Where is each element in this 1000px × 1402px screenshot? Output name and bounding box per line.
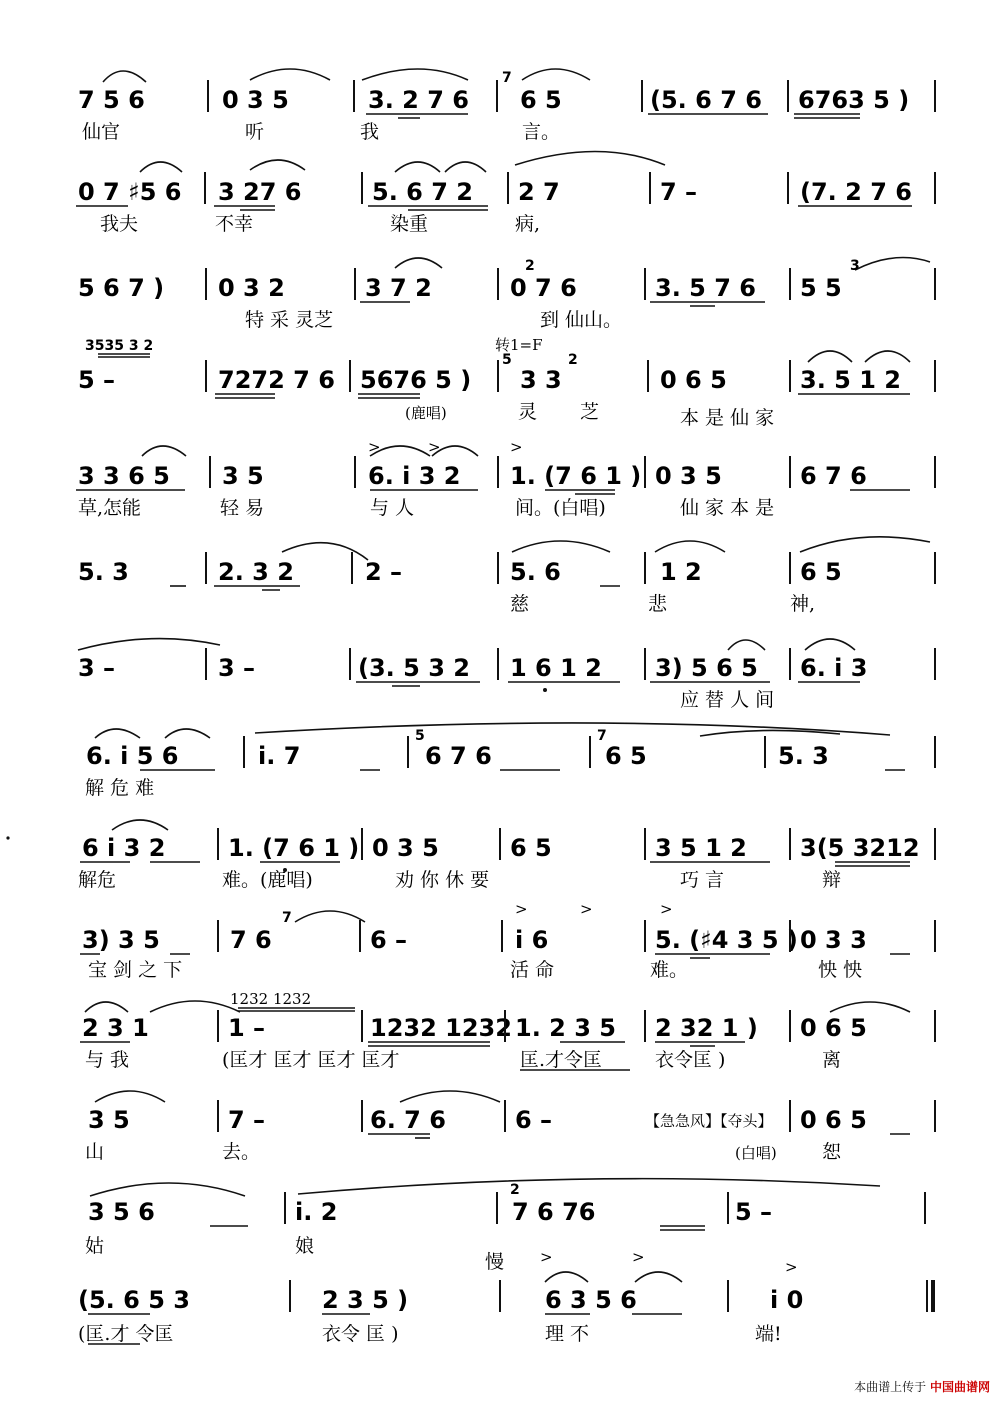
lyric-14-3: 理 不 xyxy=(545,1323,590,1345)
lyric-11-4: 衣令匡 ) xyxy=(655,1049,726,1071)
lyric-13-2: 娘 xyxy=(295,1235,315,1257)
site-brand[interactable]: 中国曲谱网 xyxy=(929,1380,990,1394)
measure-12-5: 0 6 5 xyxy=(800,1106,867,1134)
measure-2-3: 5. 6 7 2 xyxy=(372,178,473,206)
measure-9-3: 0 3 5 xyxy=(372,834,439,862)
measure-1-3: 3. 2 7 6 xyxy=(368,86,469,114)
measure-1-5: (5. 6 7 6 xyxy=(650,86,762,114)
lyric-9-5: 辩 xyxy=(822,869,842,891)
measure-1-1: 7 5 6 xyxy=(78,86,145,114)
measure-3-6: 5 5 xyxy=(800,274,842,302)
measure-3-1: 5 6 7 ) xyxy=(78,274,165,302)
svg-text:>: > xyxy=(510,438,523,456)
grace-11: 1232 1232 xyxy=(230,990,312,1008)
measure-5-2: 3 5 xyxy=(222,462,264,490)
lyric-6-3: 神, xyxy=(790,593,816,615)
lyric-9-4: 巧 言 xyxy=(680,869,725,891)
lyric-2-3: 染重 xyxy=(390,213,429,235)
measure-3-4: 0 7 6 xyxy=(510,274,577,302)
lyric-12-1: 山 xyxy=(85,1141,105,1163)
measure-8-5: 5. 3 xyxy=(778,742,829,770)
measure-4-3: 5676 5 ) xyxy=(360,366,472,394)
measure-9-1: 6 i 3 2 xyxy=(82,834,166,862)
svg-text:>: > xyxy=(540,1248,553,1266)
measure-9-4: 6 5 xyxy=(510,834,552,862)
measure-6-6: 6 5 xyxy=(800,558,842,586)
lyric-10-3: 难。 xyxy=(650,959,689,981)
svg-text:2: 2 xyxy=(510,1182,520,1198)
measure-2-1: 0 7 ♯5 6 xyxy=(78,178,182,206)
svg-text:3: 3 xyxy=(850,258,860,274)
svg-text:7: 7 xyxy=(282,910,292,926)
measure-8-3: 6 7 6 xyxy=(425,742,492,770)
measure-2-5: 7 – xyxy=(660,178,698,206)
staff-row-14 xyxy=(78,1248,933,1345)
measure-4-1: 5 – xyxy=(78,366,116,394)
staff-row-12 xyxy=(85,1091,935,1163)
svg-text:2: 2 xyxy=(525,258,535,274)
lyric-10-4: 怏 怏 xyxy=(818,959,863,981)
footer xyxy=(854,1378,990,1395)
svg-text:>: > xyxy=(785,1258,798,1276)
measure-4-2: 7272 7 6 xyxy=(218,366,335,394)
staff-row-7 xyxy=(78,639,935,711)
measure-6-1: 5. 3 xyxy=(78,558,129,586)
lyric-1-2: 听 xyxy=(245,121,265,143)
measure-13-2: i. 2 xyxy=(295,1198,338,1226)
lyric-6-1: 慈 xyxy=(510,593,530,615)
measure-10-3: 6 – xyxy=(370,926,408,954)
lyric-3-2: 到 仙山。 xyxy=(540,309,623,331)
measure-11-3: 1232 1232 xyxy=(370,1014,512,1042)
measure-10-5: 5. (♯4 3 5 ) xyxy=(655,926,798,954)
lyric-11-1: 与 我 xyxy=(85,1049,130,1071)
svg-text:>: > xyxy=(632,1248,645,1266)
staff-row-4 xyxy=(78,336,935,429)
svg-text:>: > xyxy=(368,438,381,456)
staff-row-10 xyxy=(80,900,935,981)
key-change: 转1=F xyxy=(495,336,543,354)
measure-14-2: 2 3 5 ) xyxy=(322,1286,409,1314)
measure-3-2: 0 3 2 xyxy=(218,274,285,302)
lyric-11-3: 匡.才令匡 xyxy=(520,1049,603,1071)
lyric-12-2: 去。 xyxy=(222,1141,261,1163)
staff-row-6 xyxy=(78,537,935,615)
measure-12-4: 6 – xyxy=(515,1106,553,1134)
lyric-4-2: 灵 xyxy=(518,401,538,423)
measure-4-5: 0 6 5 xyxy=(660,366,727,394)
svg-text:7: 7 xyxy=(502,70,512,86)
measure-2-6: (7. 2 7 6 xyxy=(800,178,912,206)
footer-text: 本曲谱上传于 xyxy=(854,1380,927,1394)
measure-8-4: 6 5 xyxy=(605,742,647,770)
measure-7-3: (3. 5 3 2 xyxy=(358,654,470,682)
lyric-6-2: 悲 xyxy=(648,593,668,615)
measure-11-2: 1 – xyxy=(228,1014,266,1042)
measure-10-6: 0 3 3 xyxy=(800,926,867,954)
lyric-1-1: 仙官 xyxy=(82,121,121,143)
measure-7-1: 3 – xyxy=(78,654,116,682)
measure-6-3: 2 – xyxy=(365,558,403,586)
lyric-13-1: 姑 xyxy=(85,1235,105,1257)
measure-11-1: 2 3 1 xyxy=(82,1014,149,1042)
measure-5-3: 6. i 3 2 xyxy=(368,462,461,490)
lyric-9-2: 难。(鹿唱) xyxy=(222,869,313,891)
measure-11-5: 2 32 1 ) xyxy=(655,1014,758,1042)
staff-row-13 xyxy=(85,1179,925,1273)
measure-4-6: 3. 5 1 2 xyxy=(800,366,901,394)
svg-text:>: > xyxy=(515,900,528,918)
measure-1-4: 6 5 xyxy=(520,86,562,114)
measure-5-1: 3 3 6 5 xyxy=(78,462,170,490)
lyric-12-4: 恕 xyxy=(822,1141,842,1163)
measure-9-6: 3(5 3212 xyxy=(800,834,920,862)
lyric-12-3: (白唱) xyxy=(735,1144,777,1162)
svg-text:7: 7 xyxy=(597,728,607,744)
measure-10-4: i 6 xyxy=(515,926,549,954)
measure-12-1: 3 5 xyxy=(88,1106,130,1134)
lyric-11-5: 离 xyxy=(822,1049,842,1071)
lyric-14-1: (匡.才 令匡 xyxy=(78,1323,174,1345)
staff-row-1 xyxy=(78,69,935,143)
lyric-11-2: (匡才 匡才 匡才 匡才 xyxy=(222,1049,400,1071)
lyric-4-4: 本 是 仙 家 xyxy=(680,407,775,429)
lyric-5-5: 仙 家 本 是 xyxy=(680,497,775,519)
lyric-7-1: 应 替 人 间 xyxy=(680,689,775,711)
measure-7-6: 6. i 3 xyxy=(800,654,868,682)
measure-2-2: 3 27 6 xyxy=(218,178,302,206)
lyric-2-2: 不幸 xyxy=(215,213,254,235)
measure-5-6: 6 7 6 xyxy=(800,462,867,490)
lyric-4-3: 芝 xyxy=(580,401,600,423)
measure-11-6: 0 6 5 xyxy=(800,1014,867,1042)
measure-10-1: 3) 3 5 xyxy=(82,926,160,954)
svg-text:>: > xyxy=(428,438,441,456)
measure-14-3: 6 3 5 6 xyxy=(545,1286,637,1314)
measure-14-4: i 0 xyxy=(770,1286,804,1314)
svg-text:>: > xyxy=(660,900,673,918)
lyric-9-1: 解危 xyxy=(78,869,117,891)
svg-text:5: 5 xyxy=(415,728,425,744)
percussion-label: 【急急风】【夺头】 xyxy=(645,1112,773,1130)
measure-5-5: 0 3 5 xyxy=(655,462,722,490)
svg-text:>: > xyxy=(580,900,593,918)
lyric-14-2: 衣令 匡 ) xyxy=(322,1323,399,1345)
measure-7-4: 1 6 1 2 xyxy=(510,654,602,682)
grace-4: 3535 3 2 xyxy=(85,338,154,354)
lyric-10-2: 活 命 xyxy=(510,959,555,981)
lyric-5-2: 轻 易 xyxy=(220,497,265,519)
measure-1-6: 6763 5 ) xyxy=(798,86,910,114)
measure-11-4: 1. 2 3 5 xyxy=(515,1014,616,1042)
measure-9-2: 1. (7 6 1 ) xyxy=(228,834,360,862)
lyric-5-4: 间。(白唱) xyxy=(515,497,606,519)
lyric-1-4: 言。 xyxy=(522,121,561,143)
measure-14-1: (5. 6 5 3 xyxy=(78,1286,190,1314)
lyric-13-3: 慢 xyxy=(485,1251,505,1273)
measure-1-2: 0 3 5 xyxy=(222,86,289,114)
measure-8-1: 6. i 5 6 xyxy=(86,742,179,770)
lyric-4-1: (鹿唱) xyxy=(405,404,447,422)
svg-text:5: 5 xyxy=(502,352,512,368)
measure-6-5: 1 2 xyxy=(660,558,702,586)
measure-2-4: 2 7 xyxy=(518,178,560,206)
lyric-3-1: 特 采 灵芝 xyxy=(245,309,334,331)
lyric-9-3: 劝 你 休 要 xyxy=(395,869,490,891)
measure-7-2: 3 – xyxy=(218,654,256,682)
measure-7-5: 3) 5 6 5 xyxy=(655,654,758,682)
staff-row-5 xyxy=(76,438,935,519)
measure-3-3: 3 7 2 xyxy=(365,274,432,302)
measure-6-2: 2. 3 2 xyxy=(218,558,294,586)
measure-6-4: 5. 6 xyxy=(510,558,561,586)
measure-5-4: 1. (7 6 1 ) xyxy=(510,462,642,490)
measure-10-2: 7 6 xyxy=(230,926,272,954)
staff-row-9 xyxy=(78,820,935,891)
lyric-8-1: 解 危 难 xyxy=(85,777,155,799)
measure-12-2: 7 – xyxy=(228,1106,266,1134)
staff-row-8 xyxy=(85,723,935,799)
lyric-2-4: 病, xyxy=(515,213,541,235)
lyric-2-1: 我夫 xyxy=(100,213,139,235)
measure-13-3: 7 6 76 xyxy=(512,1198,596,1226)
lyric-14-4: 端! xyxy=(755,1323,782,1345)
measure-8-2: i. 7 xyxy=(258,742,301,770)
svg-text:2: 2 xyxy=(568,352,578,368)
lyric-5-3: 与 人 xyxy=(370,497,415,519)
lyric-1-3: 我 xyxy=(360,121,380,143)
measure-13-1: 3 5 6 xyxy=(88,1198,155,1226)
measure-12-3: 6. 7 6 xyxy=(370,1106,446,1134)
staff-row-11 xyxy=(80,990,935,1071)
staff-row-3 xyxy=(78,258,935,332)
lyric-5-1: 草,怎能 xyxy=(78,497,142,519)
staff-row-2 xyxy=(76,152,935,236)
measure-9-5: 3 5 1 2 xyxy=(655,834,747,862)
measure-4-4: 3 3 xyxy=(520,366,562,394)
lyric-10-1: 宝 剑 之 下 xyxy=(88,959,183,981)
measure-3-5: 3. 5 7 6 xyxy=(655,274,756,302)
measure-13-4: 5 – xyxy=(735,1198,773,1226)
